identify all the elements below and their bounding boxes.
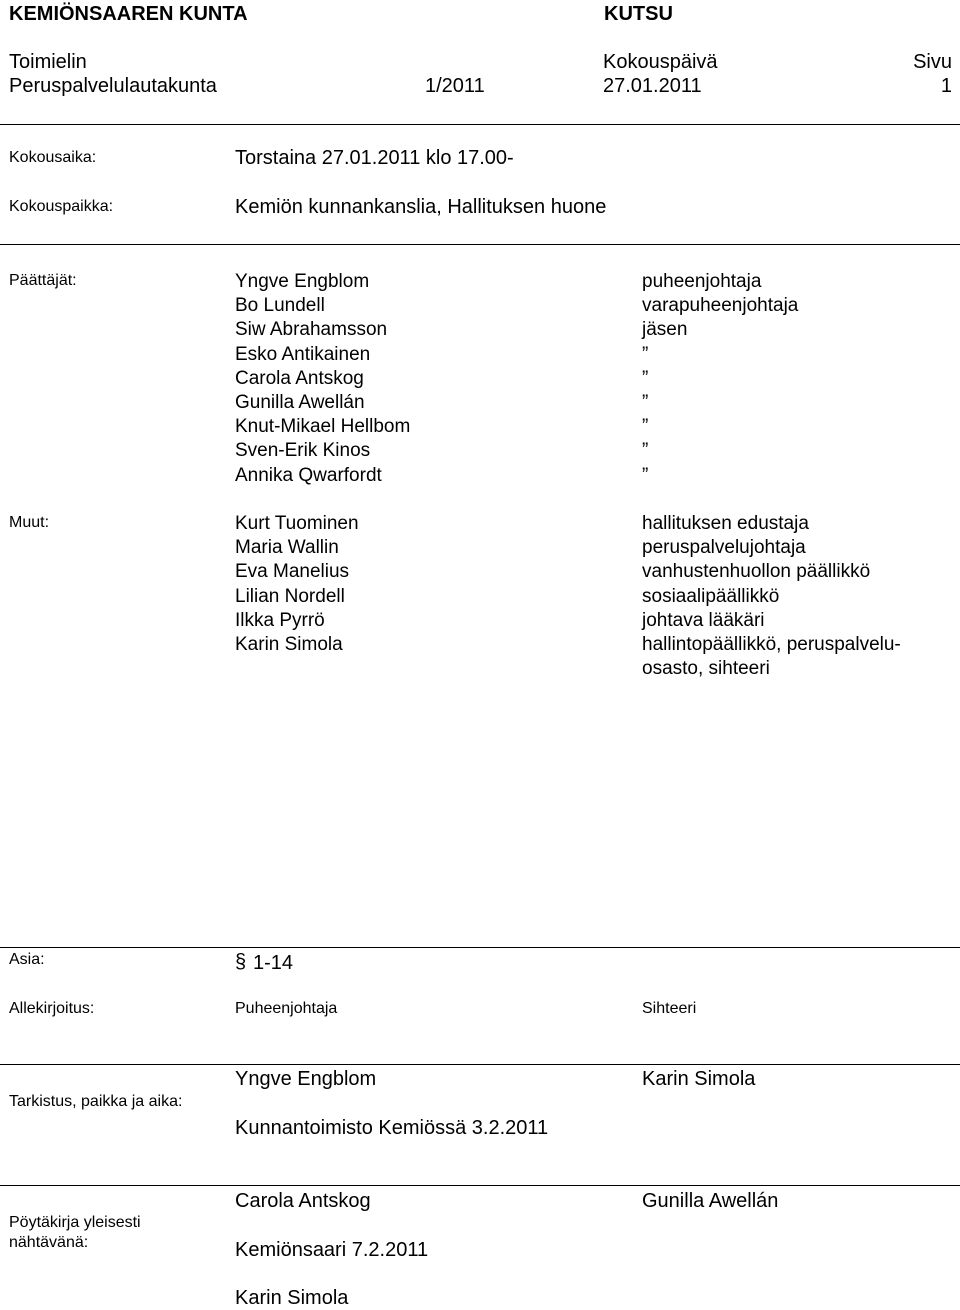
other-role: sosiaalipäällikkö [642,585,780,607]
section-symbol: § [235,951,247,973]
decider-name: Gunilla Awellán [235,391,365,413]
review-divider [0,1185,960,1186]
deciders-roles [642,270,798,488]
other-role: osasto, sihteeri [642,658,770,680]
municipality-title: KEMIÖNSAAREN KUNTA [9,3,248,25]
other-name: Maria Wallin [235,537,339,559]
decider-role: ” [642,367,649,389]
other-name: Karin Simola [235,633,343,655]
others-names [235,512,359,657]
other-name: Kurt Tuominen [235,513,359,534]
meeting-time-label: Kokousaika: [9,149,97,166]
other-role: hallintopäällikkö, peruspalvelu- [642,633,901,655]
other-name: Lilian Nordell [235,585,345,607]
other-name: Eva Manelius [235,561,350,583]
meeting-place-value: Kemiön kunnankanslia, Hallituksen huone [235,196,607,218]
certifier-name: Karin Simola [235,1287,349,1309]
meeting-divider [0,244,960,245]
other-role: johtava lääkäri [642,609,765,631]
review-value: Kunnantoimisto Kemiössä 3.2.2011 [235,1117,549,1139]
other-role: peruspalvelujohtaja [642,537,806,559]
decider-name: Carola Antskog [235,367,364,389]
decider-name: Sven-Erik Kinos [235,440,371,462]
document-type: KUTSU [604,3,673,25]
decider-role: ” [642,416,649,438]
decider-role: ” [642,343,649,365]
reviewer-1: Carola Antskog [235,1190,371,1212]
decider-role: varapuheenjohtaja [642,295,799,317]
public-label-line1: Pöytäkirja yleisesti [9,1214,141,1231]
page-number: 1 [940,75,952,97]
review-label: Tarkistus, paikka ja aika: [9,1093,183,1110]
matters-label: Asia: [9,951,45,968]
decider-name: Annika Qwarfordt [235,464,382,486]
public-label-line2: nähtävänä: [9,1234,89,1251]
organ-value: Peruspalvelulautakunta [9,75,217,97]
other-role: vanhustenhuollon päällikkö [642,561,871,583]
decider-name: Knut-Mikael Hellbom [235,416,411,438]
decider-role: ” [642,464,649,486]
reviewer-2: Gunilla Awellán [642,1190,779,1212]
secretary-label: Sihteeri [642,1000,697,1017]
deciders-label: Päättäjät: [9,272,77,289]
organ-label: Toimielin [9,51,87,73]
date-value: 27.01.2011 [603,75,702,97]
others-label: Muut: [9,514,50,531]
chair-name: Yngve Engblom [235,1068,377,1090]
signature-label: Allekirjoitus: [9,1000,95,1017]
meeting-time-value: Torstaina 27.01.2011 klo 17.00- [235,147,514,169]
others-roles [642,512,901,681]
decider-role: ” [642,440,649,462]
secretary-name: Karin Simola [642,1068,756,1090]
decider-name: Yngve Engblom [235,271,370,292]
deciders-names [235,270,410,488]
chair-label: Puheenjohtaja [235,1000,338,1017]
decider-role: puheenjohtaja [642,271,762,292]
public-place-date: Kemiönsaari 7.2.2011 [235,1239,429,1261]
page-label: Sivu [913,51,952,73]
other-name: Ilkka Pyrrö [235,609,325,631]
header-divider [0,124,960,125]
decider-name: Siw Abrahamsson [235,319,388,341]
signature-divider [0,1064,960,1065]
meeting-number: 1/2011 [425,75,485,97]
other-role: hallituksen edustaja [642,513,809,534]
matters-range: 1-14 [253,952,294,974]
meeting-place-label: Kokouspaikka: [9,198,114,215]
matters-divider [0,947,960,948]
decider-role: ” [642,391,649,413]
date-label: Kokouspäivä [603,51,718,73]
decider-role: jäsen [642,319,688,341]
decider-name: Esko Antikainen [235,343,371,365]
decider-name: Bo Lundell [235,295,325,317]
